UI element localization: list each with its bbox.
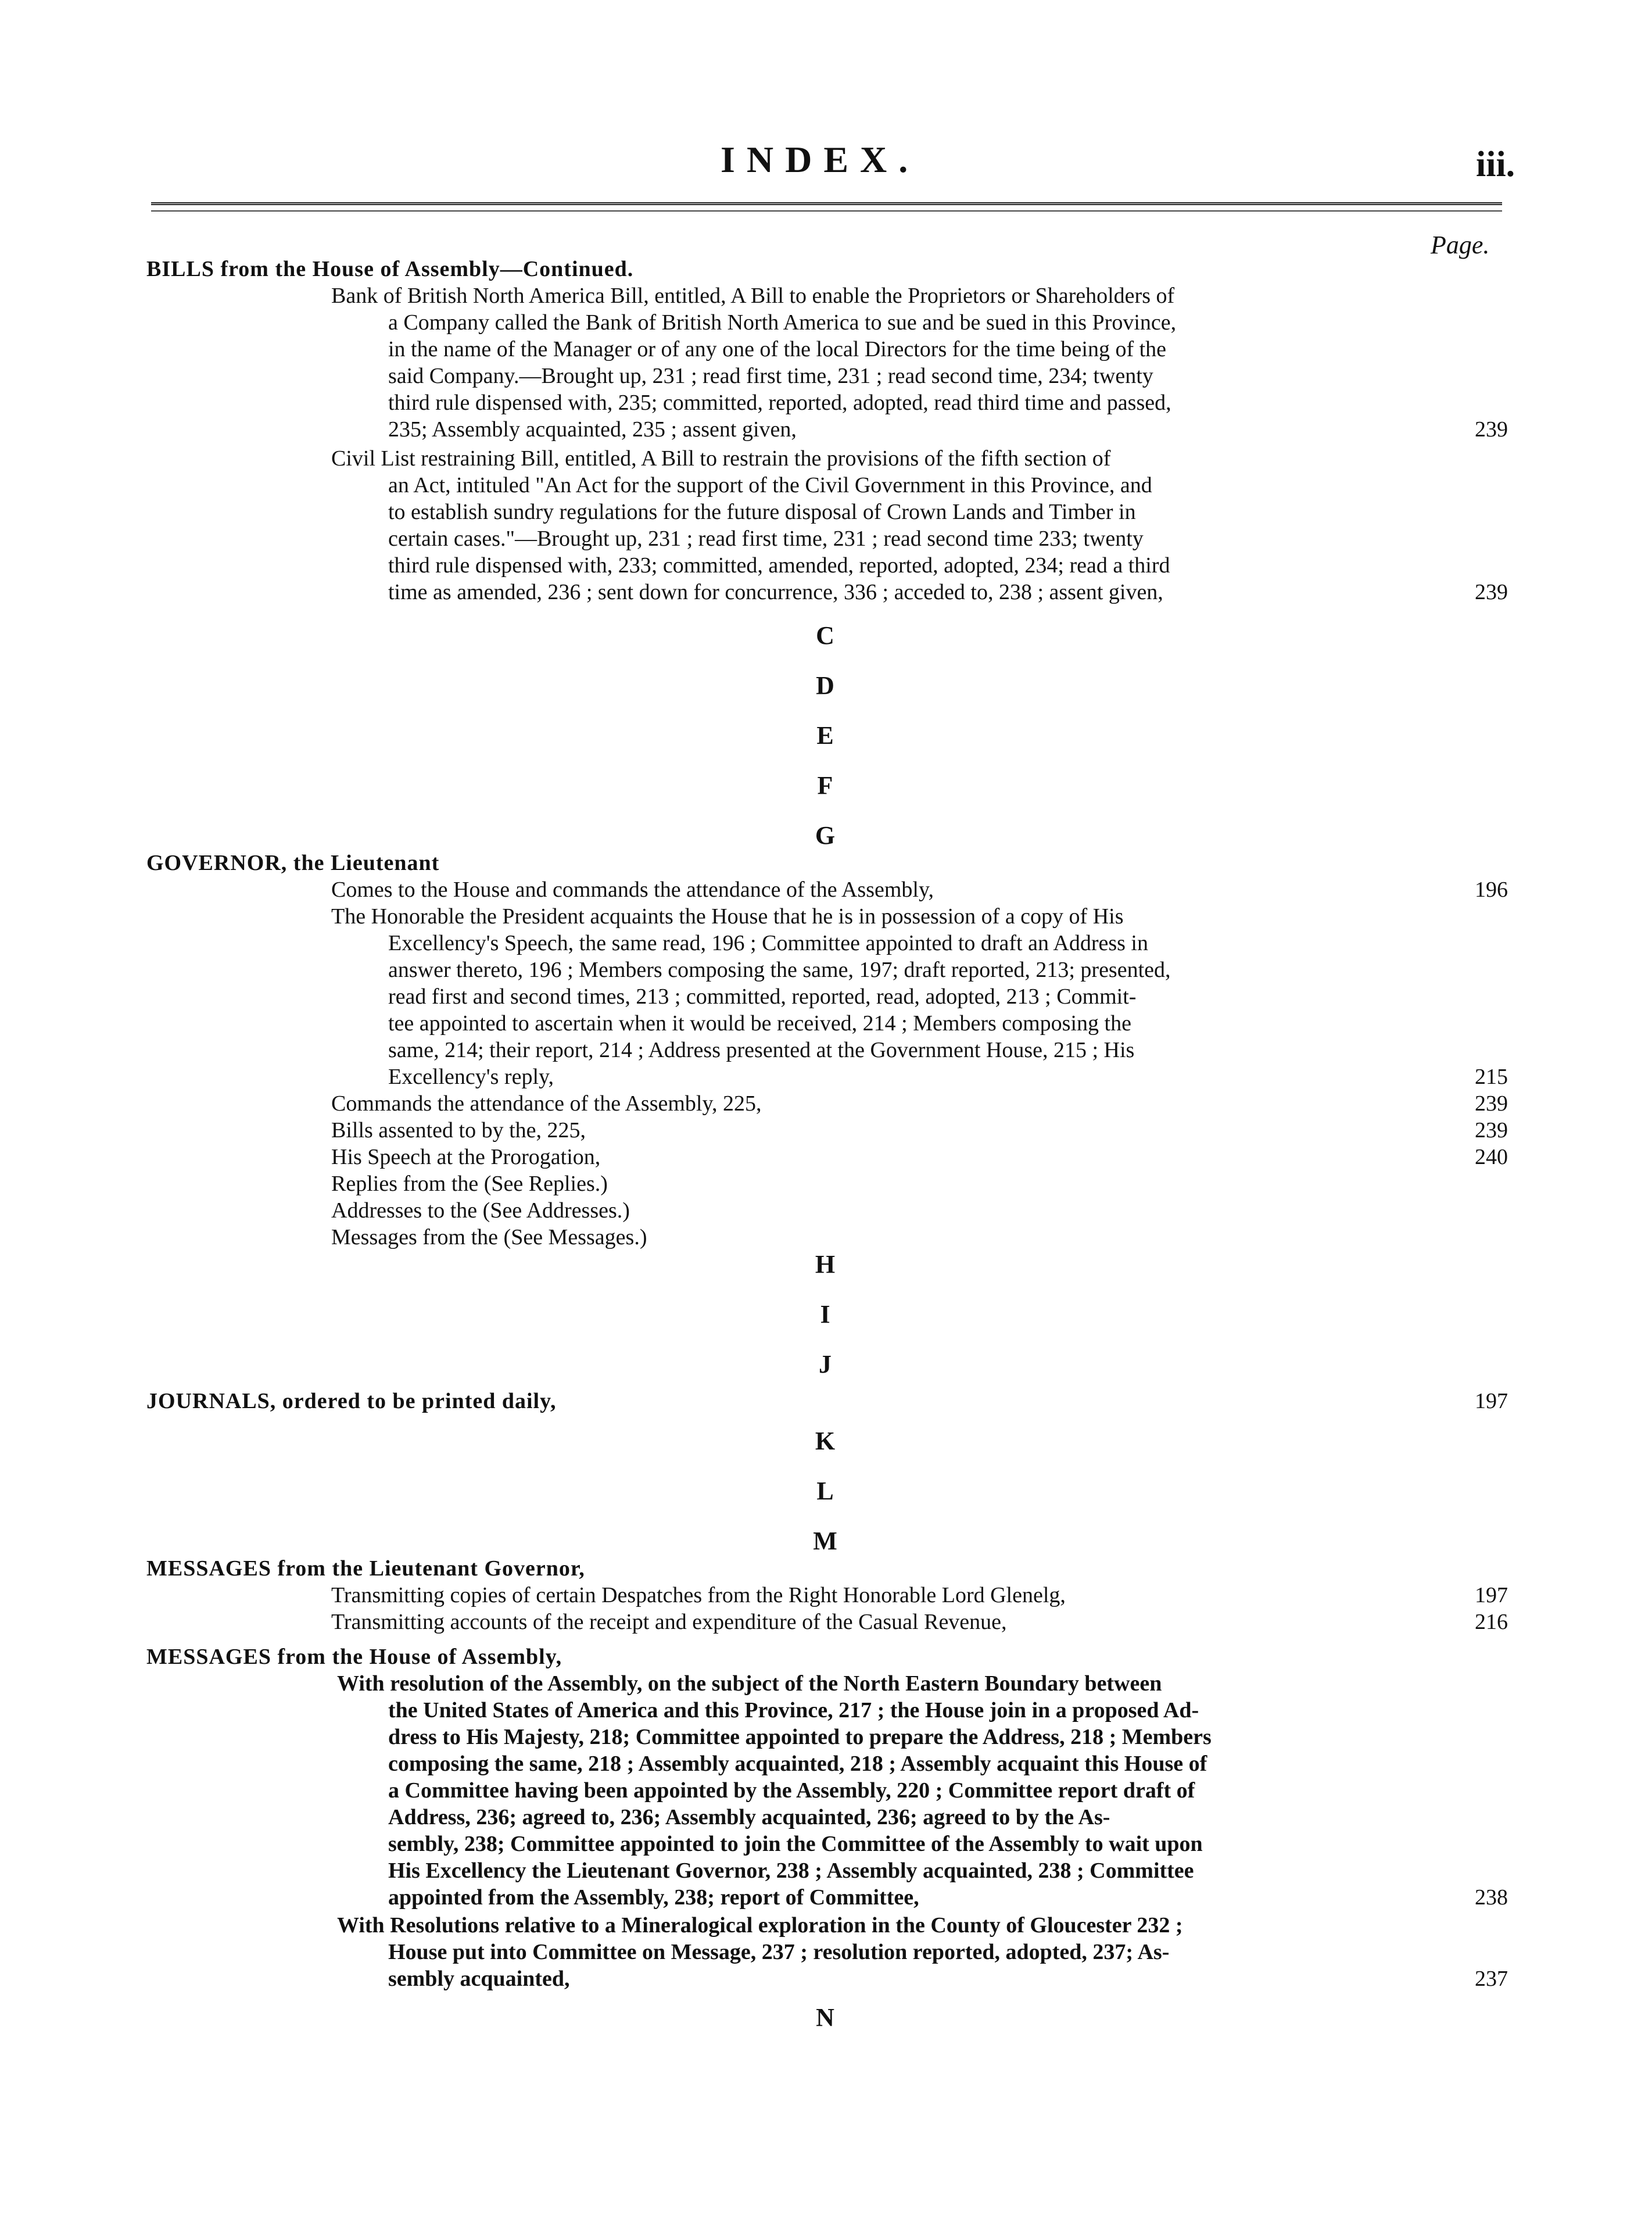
alphabet-divider: K xyxy=(815,1427,836,1455)
page-ref: 197 xyxy=(1475,1389,1508,1413)
alphabet-divider: G xyxy=(815,821,836,850)
entry-line: Civil List restraining Bill, entitled, A Bill to restrain the provisions of the fifth section of xyxy=(331,446,1111,471)
entry-line: Address, 236; agreed to, 236; Assembly acquainted, 236; agreed to by the As- xyxy=(388,1805,1110,1829)
section-heading-journals: JOURNALS, ordered to be printed daily, xyxy=(146,1389,557,1413)
alphabet-divider: E xyxy=(816,721,834,750)
header-rule-thin xyxy=(151,210,1502,212)
page-ref: 240 xyxy=(1475,1145,1508,1169)
page-ref: 239 xyxy=(1475,1118,1508,1143)
entry-line: Comes to the House and commands the attendance of the Assembly, xyxy=(331,878,934,902)
page-ref: 238 xyxy=(1475,1885,1508,1910)
entry-line: appointed from the Assembly, 238; report of Committee, xyxy=(388,1885,919,1910)
page-ref: 197 xyxy=(1475,1583,1508,1607)
cross-reference: Replies from the (See Replies.) xyxy=(331,1172,608,1196)
section-heading-bills: BILLS from the House of Assembly—Continued. xyxy=(146,257,634,281)
alphabet-divider: L xyxy=(816,1477,834,1505)
page-ref: 215 xyxy=(1475,1065,1508,1089)
header-rule xyxy=(151,202,1502,205)
entry-line: answer thereto, 196 ; Members composing the same, 197; draft reported, 213; presented, xyxy=(388,958,1171,982)
page-ref: 237 xyxy=(1475,1967,1508,1991)
entry-line: same, 214; their report, 214 ; Address presented at the Government House, 215 ; His xyxy=(388,1038,1135,1062)
entry-line: With resolution of the Assembly, on the subject of the North Eastern Boundary between xyxy=(337,1671,1162,1696)
entry-line: Excellency's Speech, the same read, 196 ; Committee appointed to draft an Address in xyxy=(388,931,1148,955)
entry-line: Transmitting accounts of the receipt and expenditure of the Casual Revenue, xyxy=(331,1610,1007,1634)
page-ref: 239 xyxy=(1475,1091,1508,1116)
alphabet-divider: I xyxy=(820,1300,830,1328)
entry-line: a Committee having been appointed by the Assembly, 220 ; Committee report draft of xyxy=(388,1778,1195,1803)
entry-line: sembly, 238; Committee appointed to join the Committee of the Assembly to wait upon xyxy=(388,1832,1203,1856)
entry-line: 235; Assembly acquainted, 235 ; assent given, xyxy=(388,417,797,442)
entry-line: the United States of America and this Province, 217 ; the House join in a proposed Ad- xyxy=(388,1698,1199,1723)
entry-line: in the name of the Manager or of any one of the local Directors for the time being of the xyxy=(388,337,1167,361)
page-ref: 239 xyxy=(1475,580,1508,604)
entry-line: dress to His Majesty, 218; Committee appointed to prepare the Address, 218 ; Members xyxy=(388,1725,1212,1749)
entry-line: composing the same, 218 ; Assembly acquainted, 218 ; Assembly acquaint this House of xyxy=(388,1752,1207,1776)
entry-line: House put into Committee on Message, 237 ; resolution reported, adopted, 237; As- xyxy=(388,1940,1170,1964)
page-title: INDEX. xyxy=(721,139,920,180)
alphabet-divider: C xyxy=(816,621,834,650)
entry-line: read first and second times, 213 ; committed, reported, read, adopted, 213 ; Commit- xyxy=(388,984,1137,1009)
page-ref: 216 xyxy=(1475,1610,1508,1634)
section-heading-messages-ha: MESSAGES from the House of Assembly, xyxy=(146,1645,562,1669)
entry-line: an Act, intituled "An Act for the support of the Civil Government in this Province, and xyxy=(388,473,1152,497)
entry-line: His Speech at the Prorogation, xyxy=(331,1145,601,1169)
page-ref: 239 xyxy=(1475,417,1508,442)
alphabet-divider: N xyxy=(816,2003,834,2032)
entry-line: a Company called the Bank of British North America to sue and be sued in this Province, xyxy=(388,310,1177,335)
entry-line: The Honorable the President acquaints the House that he is in possession of a copy of His xyxy=(331,904,1124,929)
entry-line: Excellency's reply, xyxy=(388,1065,554,1089)
section-heading-governor: GOVERNOR, the Lieutenant xyxy=(146,851,440,875)
cross-reference: Addresses to the (See Addresses.) xyxy=(331,1198,630,1223)
entry-line: to establish sundry regulations for the future disposal of Crown Lands and Timber in xyxy=(388,500,1136,524)
section-heading-messages-lg: MESSAGES from the Lieutenant Governor, xyxy=(146,1556,585,1581)
cross-reference: Messages from the (See Messages.) xyxy=(331,1225,647,1249)
alphabet-divider: F xyxy=(817,771,833,800)
alphabet-divider: D xyxy=(816,671,834,700)
entry-line: Commands the attendance of the Assembly, 225, xyxy=(331,1091,762,1116)
entry-line: tee appointed to ascertain when it would be received, 214 ; Members composing the xyxy=(388,1011,1131,1036)
entry-line: certain cases."—Brought up, 231 ; read first time, 231 ; read second time 233; twenty xyxy=(388,527,1144,551)
page-column-label: Page. xyxy=(1431,231,1490,259)
page-ref: 196 xyxy=(1475,878,1508,902)
page-number: iii. xyxy=(1476,145,1515,184)
entry-line: third rule dispensed with, 233; committed, amended, reported, adopted, 234; read a third xyxy=(388,553,1170,578)
alphabet-divider: J xyxy=(819,1350,832,1378)
entry-line: Bank of British North America Bill, entitled, A Bill to enable the Proprietors or Shareholders of xyxy=(331,284,1175,308)
entry-line: third rule dispensed with, 235; committed, reported, adopted, read third time and passed, xyxy=(388,391,1171,415)
entry-line: With Resolutions relative to a Mineralogical exploration in the County of Gloucester 232 ; xyxy=(337,1913,1183,1938)
entry-line: His Excellency the Lieutenant Governor, 238 ; Assembly acquainted, 238 ; Committee xyxy=(388,1858,1194,1883)
alphabet-divider: H xyxy=(815,1250,836,1279)
entry-line: said Company.—Brought up, 231 ; read first time, 231 ; read second time, 234; twenty xyxy=(388,364,1153,388)
entry-line: Transmitting copies of certain Despatches from the Right Honorable Lord Glenelg, xyxy=(331,1583,1066,1607)
entry-line: Bills assented to by the, 225, xyxy=(331,1118,586,1143)
entry-line: time as amended, 236 ; sent down for concurrence, 336 ; acceded to, 238 ; assent given, xyxy=(388,580,1163,604)
alphabet-divider: M xyxy=(813,1527,837,1555)
entry-line: sembly acquainted, xyxy=(388,1967,570,1991)
